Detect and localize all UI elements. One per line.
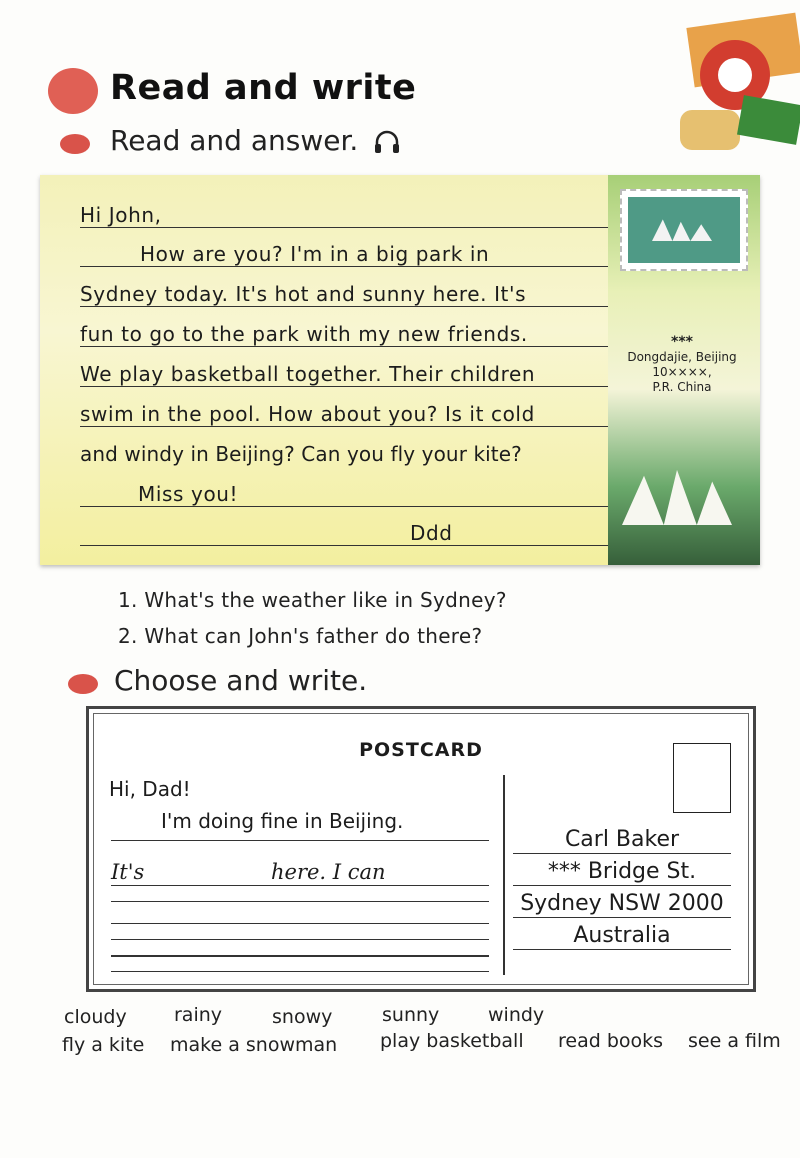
section-bullet-2	[68, 674, 98, 694]
write-line[interactable]	[111, 971, 489, 972]
word-see-a-film: see a film	[688, 1030, 781, 1052]
letter-line-2: Sydney today. It's hot and sunny here. It's	[80, 282, 647, 307]
write-line-fill[interactable]	[111, 859, 489, 886]
word-rainy: rainy	[174, 1004, 223, 1026]
corner-illustration	[670, 0, 800, 170]
write-line[interactable]	[111, 939, 489, 940]
stamp	[620, 189, 748, 271]
question-1: 1. What's the weather like in Sydney?	[118, 588, 507, 612]
address-line-3: 10××××,	[652, 365, 712, 379]
handwritten-here-i-can: here. I can	[271, 860, 386, 884]
stamp-box	[673, 743, 731, 813]
address-line-2: Dongdajie, Beijing	[627, 350, 737, 364]
recipient-name: Carl Baker	[513, 827, 731, 854]
handwritten-its: It's	[111, 860, 145, 884]
word-sunny: sunny	[382, 1004, 440, 1026]
write-line[interactable]	[111, 955, 489, 957]
section-choose-write: Choose and write.	[114, 664, 368, 697]
letter-greeting-text: Hi John,	[80, 203, 162, 227]
postcard-title: POSTCARD	[359, 739, 483, 761]
letter-line-1: How are you? I'm in a big park in	[80, 242, 647, 267]
write-line	[111, 840, 489, 841]
letter-line-5: swim in the pool. How about you? Is it cold	[80, 402, 647, 427]
sender-address	[612, 335, 752, 395]
postcard-photo-panel	[608, 175, 760, 565]
section-bullet	[60, 134, 90, 154]
postcard-line-1: I'm doing fine in Beijing.	[161, 809, 404, 833]
letter-signature: Ddd	[80, 521, 647, 546]
address-line-4: P.R. China	[652, 380, 712, 394]
word-play-basketball: play basketball	[380, 1030, 524, 1052]
answer-postcard	[86, 706, 756, 992]
write-line[interactable]	[111, 923, 489, 924]
word-cloudy: cloudy	[64, 1006, 127, 1028]
word-windy: windy	[488, 1004, 545, 1026]
recipient-city: Sydney NSW 2000	[513, 891, 731, 918]
recipient-street: *** Bridge St.	[513, 859, 731, 886]
letter-line-3: fun to go to the park with my new friends.	[80, 322, 647, 347]
opera-house-illustration	[622, 467, 732, 525]
page-title: Read and write	[110, 68, 417, 108]
write-line[interactable]	[111, 901, 489, 902]
letter-closing: Miss you!	[80, 482, 647, 507]
headphone-icon[interactable]	[373, 129, 401, 155]
postcard-greeting: Hi, Dad!	[109, 777, 191, 801]
letter-line-6: and windy in Beijing? Can you fly your kite?	[80, 442, 522, 466]
word-snowy: snowy	[272, 1006, 333, 1028]
recipient-country: Australia	[513, 923, 731, 950]
postcard-divider	[503, 775, 505, 975]
title-bullet	[48, 68, 98, 114]
section-read-answer-label: Read and answer.	[110, 124, 359, 157]
section-read-answer	[110, 124, 401, 157]
word-make-a-snowman: make a snowman	[170, 1034, 338, 1056]
question-2: 2. What can John's father do there?	[118, 624, 483, 648]
word-fly-a-kite: fly a kite	[62, 1034, 145, 1056]
word-read-books: read books	[558, 1030, 664, 1052]
letter-postcard	[40, 175, 760, 565]
address-line-1: ***	[671, 334, 693, 350]
letter-greeting	[80, 203, 647, 228]
letter-line-4: We play basketball together. Their children	[80, 362, 647, 387]
